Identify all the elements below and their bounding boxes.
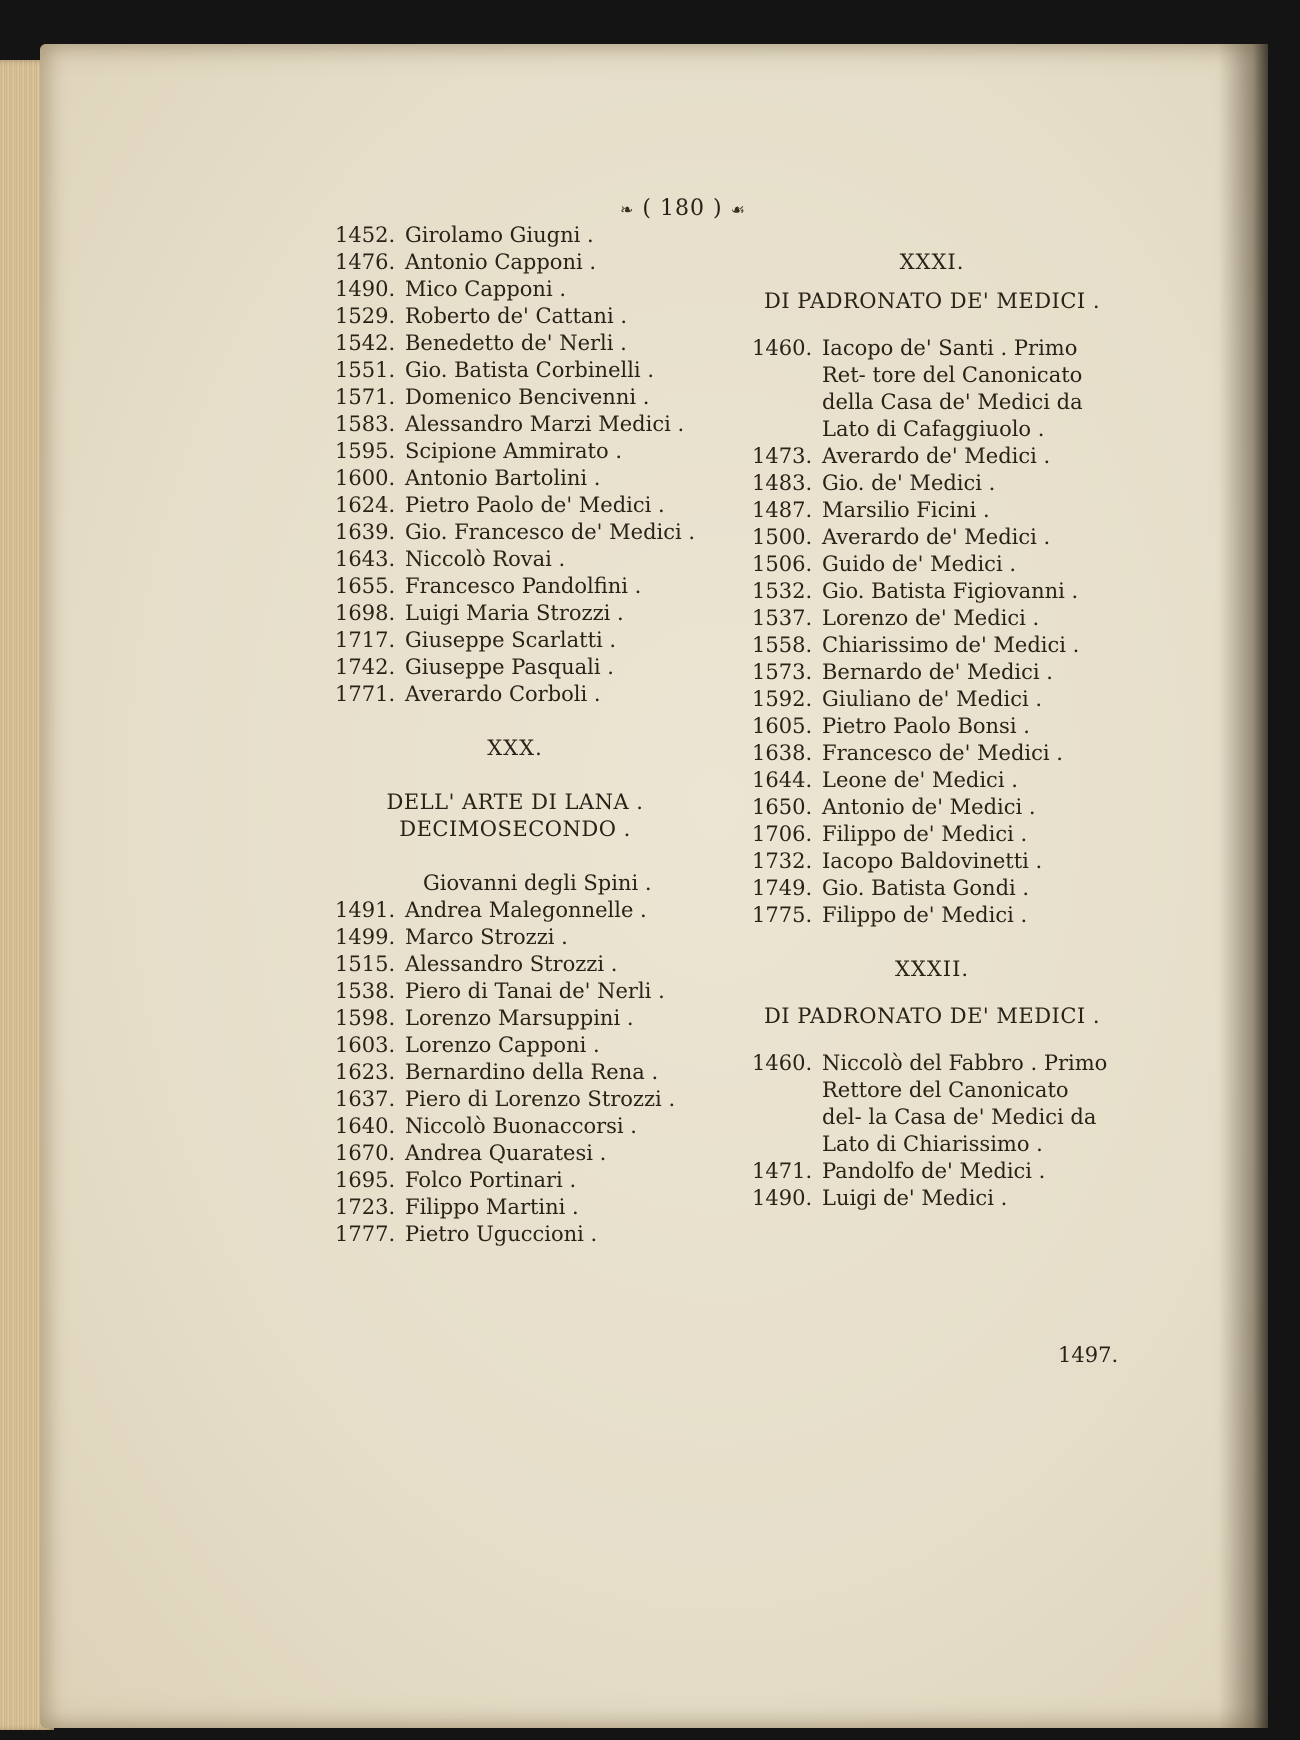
entry-name: Marsilio Ficini . [822,498,990,522]
list-entry [752,902,1112,929]
list-entry [335,222,695,249]
gutter-shadow [1218,44,1268,1728]
list-entry [335,249,695,276]
entry-name: Gio. de' Medici . [822,471,996,495]
entry-name: Giuseppe Scarlatti . [405,628,617,652]
entry-year: 1529. [335,304,396,328]
list-entry [752,848,1112,875]
list-entry [752,1158,1112,1185]
entry-year: 1775. [752,903,813,927]
section-title-xxxi: DI PADRONATO DE' MEDICI . [763,289,1101,313]
entry-name: Lorenzo Capponi . [405,1033,600,1057]
list-entry [752,875,1112,902]
list-entry [335,303,695,330]
entry-name: Leone de' Medici . [822,768,1018,792]
left-column [335,222,695,1248]
list-entry [335,1113,695,1140]
entry-year: 1583. [335,412,396,436]
entry-name: Bernardino della Rena . [405,1060,659,1084]
list-entry [335,924,695,951]
entry-name: Averardo Corboli . [405,682,601,706]
entry-name: Domenico Bencivenni . [405,385,650,409]
entry-name: Antonio de' Medici . [822,795,1036,819]
catchword: 1497. [1058,1343,1119,1367]
entry-year: 1460. [752,336,813,360]
list-entry [335,1194,695,1221]
entry-year: 1483. [752,471,813,495]
list-entry [335,519,695,546]
list-entry [752,767,1112,794]
entry-name: Pietro Paolo Bonsi . [822,714,1030,738]
entry-year: 1571. [335,385,396,409]
entry-name: Andrea Quaratesi . [405,1141,607,1165]
entry-name: Pietro Paolo de' Medici . [405,493,665,517]
list-entry [335,600,695,627]
entry-year: 1471. [752,1159,813,1183]
entry-name: Gio. Francesco de' Medici . [405,520,696,544]
entry-year: 1499. [335,925,396,949]
list-entry [335,681,695,708]
list-entry [335,1167,695,1194]
list-section-xxxii [752,1158,1112,1212]
entry-name: Luigi Maria Strozzi . [405,601,624,625]
entry-name: Girolamo Giugni . [405,223,594,247]
section-title-xxxii: DI PADRONATO DE' MEDICI . [763,1004,1101,1028]
entry-name: Roberto de' Cattani . [405,304,628,328]
list-entry [335,492,695,519]
first-entry-xxxii [752,1050,1112,1158]
list-entry [335,1059,695,1086]
list-entry [335,1086,695,1113]
entry-year: 1600. [335,466,396,490]
list-entry [752,578,1112,605]
entry-year: 1542. [335,331,396,355]
page-number-header [620,196,746,221]
entry-year: 1598. [335,1006,396,1030]
entry-year: 1640. [335,1114,396,1138]
entry-year: 1650. [752,795,813,819]
list-entry [752,551,1112,578]
entry-name: Piero di Tanai de' Nerli . [405,979,665,1003]
entry-year: 1698. [335,601,396,625]
list-entry [752,1185,1112,1212]
entry-year: 1623. [335,1060,396,1084]
entry-year: 1749. [752,876,813,900]
entry-year: 1558. [752,633,813,657]
entry-year: 1460. [752,1051,813,1075]
entry-year: 1487. [752,498,813,522]
entry-year: 1605. [752,714,813,738]
entry-name: Benedetto de' Nerli . [405,331,627,355]
list-entry [752,470,1112,497]
entry-year: 1643. [335,547,396,571]
entry-year: 1506. [752,552,813,576]
entry-name: Francesco de' Medici . [822,741,1063,765]
entry-name: Filippo de' Medici . [822,903,1028,927]
entry-name: Lorenzo de' Medici . [822,606,1040,630]
list-entry [335,546,695,573]
entry-year: 1742. [335,655,396,679]
right-column [752,222,1112,1212]
entry-year: 1473. [752,444,813,468]
entry-year: 1624. [335,493,396,517]
fleuron-right-icon: ☙ [730,200,746,219]
entry-year: 1771. [335,682,396,706]
entry-year: 1670. [335,1141,396,1165]
entry-name: Francesco Pandolfini . [405,574,642,598]
entry-name: Guido de' Medici . [822,552,1017,576]
list-entry [335,654,695,681]
entry-name: Gio. Batista Corbinelli . [405,358,654,382]
entry-year: 1732. [752,849,813,873]
entry-year: 1592. [752,687,813,711]
entry-year: 1777. [335,1222,396,1246]
entry-year: 1573. [752,660,813,684]
list-entry [335,1032,695,1059]
entry-name: Niccolò del Fabbro . Primo Rettore del Canonicato del- la Casa de' Medici da Lato di Chiarissimo . [822,1051,1108,1156]
entry-name: Gio. Batista Figiovanni . [822,579,1079,603]
entry-name: Antonio Bartolini . [405,466,601,490]
list-entry [335,276,695,303]
list-entry [752,659,1112,686]
entry-year: 1595. [335,439,396,463]
fleuron-left-icon: ❧ [620,200,635,219]
first-entry-xxxi [752,335,1112,443]
entry-year: 1717. [335,628,396,652]
entry-name: Giuseppe Pasquali . [405,655,614,679]
entry-name: Scipione Ammirato . [405,439,622,463]
entry-name: Alessandro Strozzi . [405,952,618,976]
list-entry [752,821,1112,848]
list-entry [752,443,1112,470]
entry-year: 1452. [335,223,396,247]
list-entry [335,1221,695,1248]
entry-year: 1491. [335,898,396,922]
entry-name: Niccolò Rovai . [405,547,566,571]
entry-name: Luigi de' Medici . [822,1186,1008,1210]
entry-year: 1644. [752,768,813,792]
list-entry [752,740,1112,767]
entry-year: 1537. [752,606,813,630]
entry-name: Giuliano de' Medici . [822,687,1043,711]
entry-name: Andrea Malegonnelle . [405,898,647,922]
section-title-line1: DELL' ARTE DI LANA . [386,790,644,814]
list-entry [335,357,695,384]
list-entry [752,794,1112,821]
entry-name: Iacopo Baldovinetti . [822,849,1043,873]
entry-year: 1723. [335,1195,396,1219]
list-entry [335,465,695,492]
entry-name: Filippo Martini . [405,1195,579,1219]
list-entry [335,1005,695,1032]
entry-name: Bernardo de' Medici . [822,660,1053,684]
entry-year: 1695. [335,1168,396,1192]
list-entry [335,951,695,978]
entry-year: 1637. [335,1087,396,1111]
section-numeral-xxxi: XXXI. [899,250,965,274]
entry-year: 1655. [335,574,396,598]
list-entry [752,686,1112,713]
list-entry [752,605,1112,632]
list-entry [335,1140,695,1167]
list-entry [335,438,695,465]
entry-year: 1638. [752,741,813,765]
section-title-line2: DECIMOSECONDO . [399,817,631,841]
entry-year: 1603. [335,1033,396,1057]
entry-year: 1476. [335,250,396,274]
entry-name: Gio. Batista Gondi . [822,876,1030,900]
list-entry [752,713,1112,740]
list-entry [335,330,695,357]
entry-name: Lorenzo Marsuppini . [405,1006,634,1030]
list-priors-a [335,222,695,708]
entry-name: Niccolò Buonaccorsi . [405,1114,637,1138]
entry-year: 1551. [335,358,396,382]
list-section-xxxi [752,443,1112,929]
entry-year: 1532. [752,579,813,603]
entry-year: 1538. [335,979,396,1003]
entry-year: 1490. [752,1186,813,1210]
entry-name: Averardo de' Medici . [822,525,1051,549]
list-entry [335,627,695,654]
entry-name: Averardo de' Medici . [822,444,1051,468]
entry-year: 1706. [752,822,813,846]
entry-name: Alessandro Marzi Medici . [405,412,685,436]
entry-name: Antonio Capponi . [405,250,597,274]
entry-year: 1639. [335,520,396,544]
list-priors-b [335,897,695,1248]
list-entry [335,384,695,411]
entry-name: Folco Portinari . [405,1168,577,1192]
list-entry [752,632,1112,659]
list-entry [752,497,1112,524]
entry-name: Filippo de' Medici . [822,822,1028,846]
entry-name: Mico Capponi . [405,277,567,301]
entry-name: Pietro Uguccioni . [405,1222,598,1246]
entry-name: Pandolfo de' Medici . [822,1159,1046,1183]
list-entry [752,524,1112,551]
section-numeral-xxx: XXX. [487,736,543,760]
entry-name: Chiarissimo de' Medici . [822,633,1080,657]
entry-name: Iacopo de' Santi . Primo Ret- tore del Canonicato della Casa de' Medici da Lato di Cafaggiuolo . [822,336,1083,441]
entry-year: 1515. [335,952,396,976]
entry-name: Marco Strozzi . [405,925,568,949]
entry-year: 1500. [752,525,813,549]
entry-year: 1490. [335,277,396,301]
list-entry [335,897,695,924]
page-number: ( 180 ) [642,196,723,221]
list-entry [335,978,695,1005]
first-holder: Giovanni degli Spini . [423,871,652,895]
entry-name: Piero di Lorenzo Strozzi . [405,1087,676,1111]
list-entry [335,573,695,600]
section-numeral-xxxii: XXXII. [894,957,970,981]
list-entry [335,411,695,438]
